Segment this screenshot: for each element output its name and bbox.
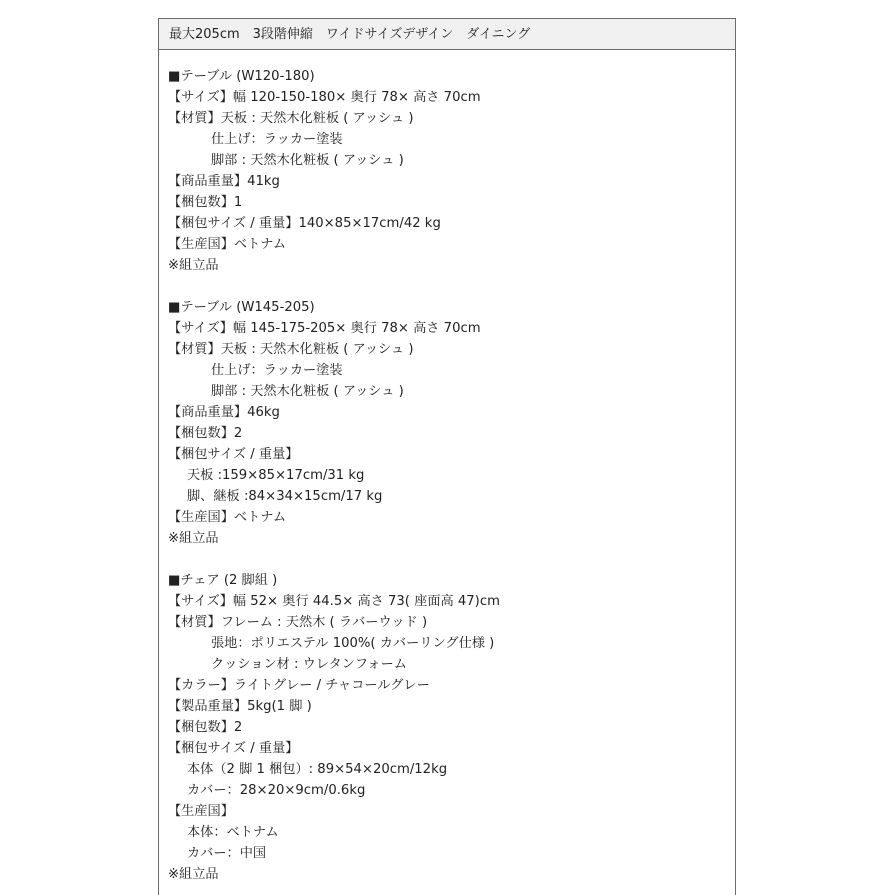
spec-line-legs: 脚部 : 天然木化粧板 ( アッシュ ) <box>211 384 404 399</box>
spec-line-package-count: 【梱包数】2 <box>168 720 243 735</box>
section-spacer <box>168 276 735 297</box>
spec-line-weight: 【商品重量】46kg <box>168 405 280 420</box>
spec-line-assembly: ※組立品 <box>168 531 219 546</box>
spec-line-assembly: ※組立品 <box>168 867 219 882</box>
spec-line-finish: 仕上げ：ラッカー塗装 <box>211 132 343 147</box>
spec-table <box>158 18 736 895</box>
spec-line-package-count: 【梱包数】1 <box>168 195 243 210</box>
spec-line-package-legs: 脚、継板 :84×34×15cm/17 kg <box>187 489 383 504</box>
spec-line-origin-body: 本体：ベトナム <box>187 825 279 840</box>
spec-line-weight: 【製品重量】5kg(1 脚 ) <box>168 699 312 714</box>
spec-line-color: 【カラー】ライトグレー / チャコールグレー <box>168 678 430 693</box>
spec-line-package-top: 天板 :159×85×17cm/31 kg <box>187 468 365 483</box>
spec-line-legs: 脚部 : 天然木化粧板 ( アッシュ ) <box>211 153 404 168</box>
spec-line-upholstery: 張地：ポリエステル 100%( カバーリング仕様 ) <box>211 636 495 651</box>
section-heading-table-w120: ■テーブル (W120-180) <box>168 69 315 84</box>
spec-title: 最大205cm 3段階伸縮 ワイドサイズデザイン ダイニング <box>159 19 735 50</box>
spec-line-size: 【サイズ】幅 52× 奥行 44.5× 高さ 73( 座面高 47)cm <box>168 594 500 609</box>
spec-line-package-cover: カバー：28×20×9cm/0.6kg <box>187 783 366 798</box>
spec-line-weight: 【商品重量】41kg <box>168 174 280 189</box>
spec-line-material: 【材質】天板 : 天然木化粧板 ( アッシュ ) <box>168 111 414 126</box>
spec-line-origin: 【生産国】 <box>168 804 234 819</box>
spec-line-material: 【材質】フレーム : 天然木 ( ラバーウッド ) <box>168 615 428 630</box>
section-heading-table-w145: ■テーブル (W145-205) <box>168 300 315 315</box>
spec-line-assembly: ※組立品 <box>168 258 219 273</box>
spec-line-origin: 【生産国】ベトナム <box>168 510 287 525</box>
spec-line-package-body: 本体（2 脚 1 梱包）: 89×54×20cm/12kg <box>187 762 448 777</box>
section-spacer <box>168 549 735 570</box>
spec-body <box>159 66 735 885</box>
spec-line-package-size: 【梱包サイズ / 重量】 <box>168 741 299 756</box>
spec-line-cushion: クッション材 : ウレタンフォーム <box>211 657 407 672</box>
spec-line-package-size: 【梱包サイズ / 重量】 <box>168 447 299 462</box>
spec-line-size: 【サイズ】幅 120-150-180× 奥行 78× 高さ 70cm <box>168 90 481 105</box>
spec-line-size: 【サイズ】幅 145-175-205× 奥行 78× 高さ 70cm <box>168 321 481 336</box>
spec-line-package-size: 【梱包サイズ / 重量】140×85×17cm/42 kg <box>168 216 441 231</box>
spec-line-material: 【材質】天板 : 天然木化粧板 ( アッシュ ) <box>168 342 414 357</box>
spec-line-package-count: 【梱包数】2 <box>168 426 243 441</box>
section-heading-chair: ■チェア (2 脚組 ) <box>168 573 278 588</box>
spec-line-finish: 仕上げ：ラッカー塗装 <box>211 363 343 378</box>
spec-line-origin: 【生産国】ベトナム <box>168 237 287 252</box>
spec-line-origin-cover: カバー：中国 <box>187 846 267 861</box>
